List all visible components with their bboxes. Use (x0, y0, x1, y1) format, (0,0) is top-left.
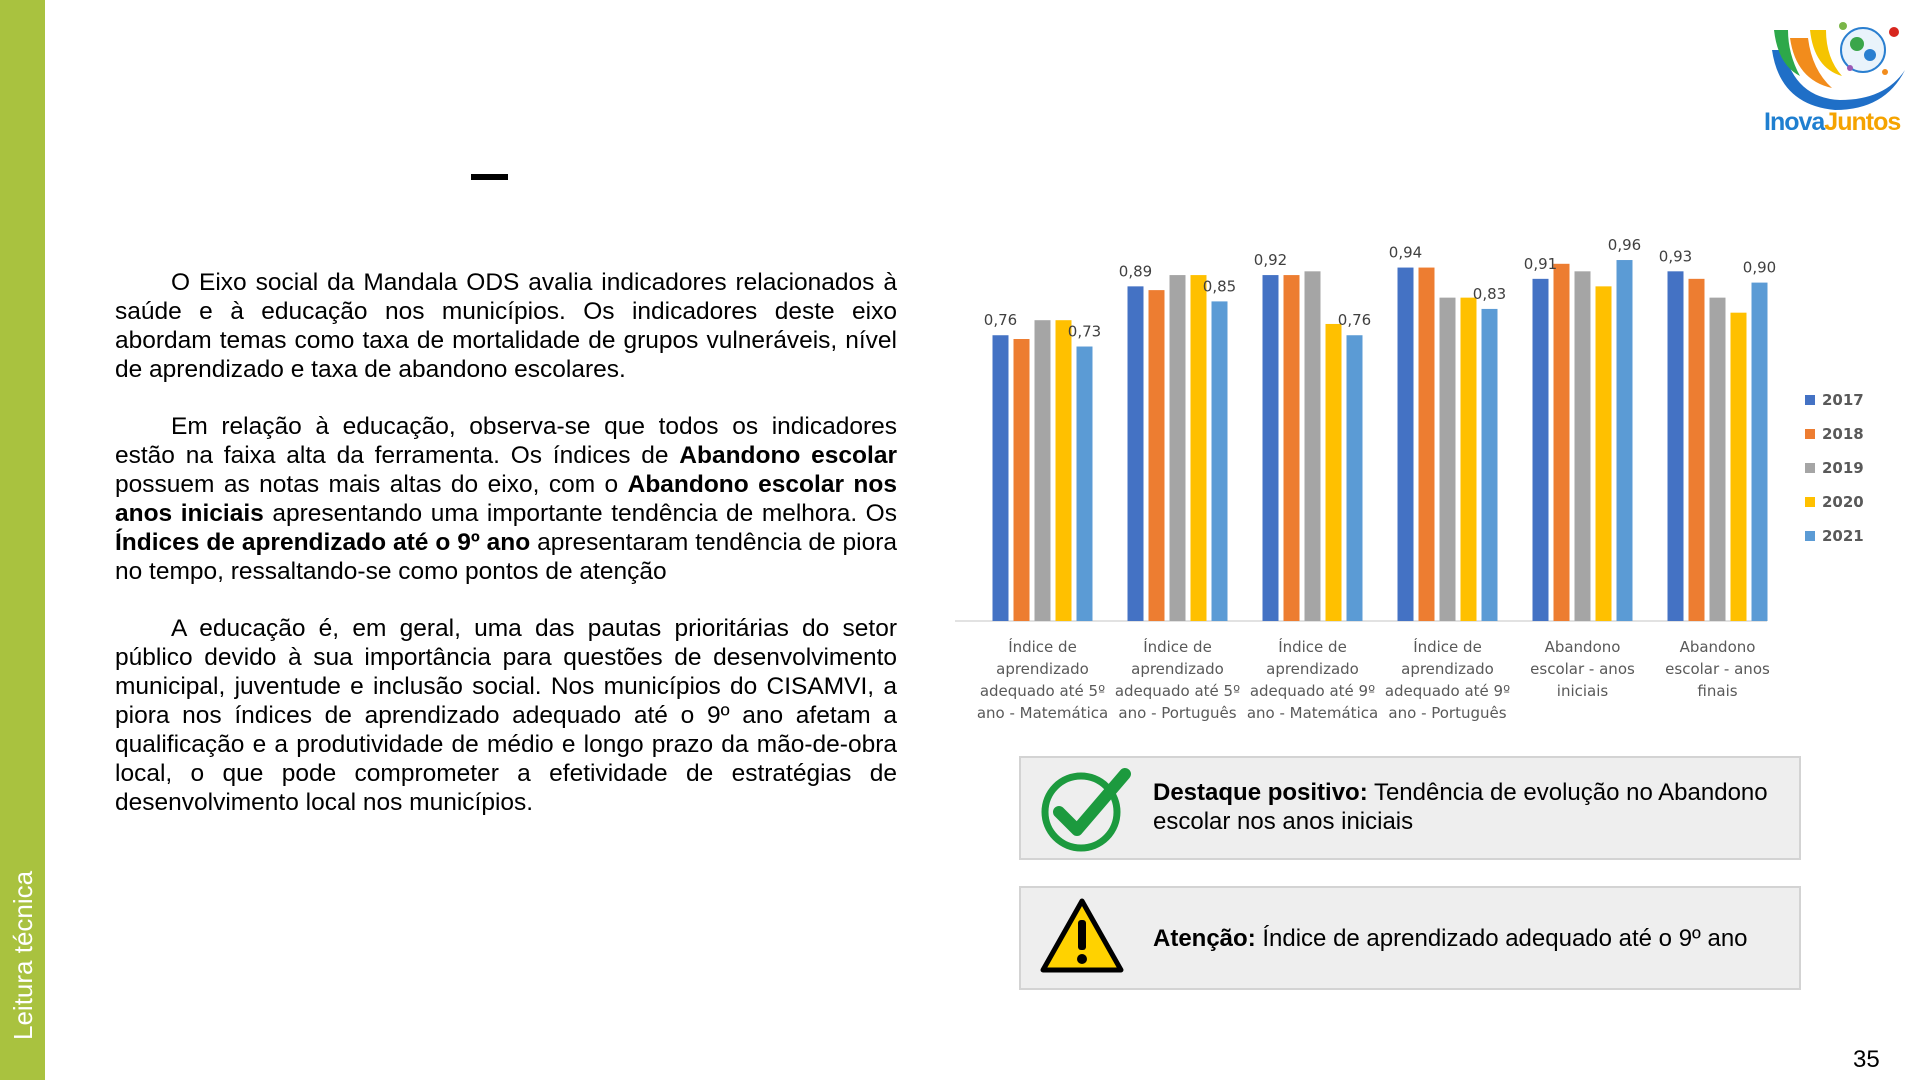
category-label-3-line-2: adequado até 9º (1384, 682, 1511, 700)
data-label-1: 0,73 (1067, 322, 1102, 341)
bar-2017-cat-1 (1128, 286, 1144, 621)
bar-2018-cat-1 (1149, 290, 1165, 621)
category-label-3-line-0: Índice de (1413, 638, 1482, 656)
page-number: 35 (1853, 1046, 1880, 1073)
p2-bold-3: Índices de aprendizado até o 9º ano (115, 529, 531, 556)
attention-text (1153, 924, 1783, 953)
positive-highlight-text (1153, 778, 1783, 836)
check-icon (1039, 766, 1131, 854)
bar-2020-cat-3 (1461, 298, 1477, 621)
bar-2018-cat-2 (1284, 275, 1300, 621)
category-label-1-line-0: Índice de (1143, 638, 1212, 656)
attention-message: Índice de aprendizado adequado até o 9º ano (1255, 925, 1748, 952)
category-label-1-line-1: aprendizado (1131, 660, 1224, 678)
attention-label: Atenção: (1153, 925, 1256, 952)
page-title-dash (471, 174, 508, 180)
p2-text-3: apresentando uma importante tendência de melhora. Os (263, 500, 897, 527)
bar-2021-cat-4 (1617, 260, 1633, 621)
p2-bold-2: Abandono escolar nos anos iniciais (115, 471, 897, 527)
category-label-5-line-2: finais (1697, 682, 1738, 700)
bar-2018-cat-0 (1014, 339, 1030, 621)
bar-2017-cat-3 (1398, 268, 1414, 621)
category-label-5-line-1: escolar - anos (1665, 660, 1770, 678)
bar-2021-cat-1 (1212, 301, 1228, 621)
bar-2021-cat-0 (1077, 347, 1093, 621)
legend-swatch-2021 (1805, 531, 1815, 541)
p2-bold-1: Abandono escolar (679, 442, 897, 469)
positive-highlight-label: Destaque positivo: (1153, 779, 1368, 806)
legend-label-2019: 2019 (1822, 459, 1864, 477)
legend-swatch-2020 (1805, 497, 1815, 507)
section-label: Leitura técnica (8, 870, 38, 1040)
category-label-2-line-0: Índice de (1278, 638, 1347, 656)
category-label-4-line-2: iniciais (1556, 682, 1609, 700)
category-label-0-line-2: adequado até 5º (979, 682, 1106, 700)
data-label-10: 0,93 (1658, 247, 1693, 266)
paragraph-1: O Eixo social da Mandala ODS avalia indicadores relacionados à saúde e à educação nos municípios. Os indicadores deste eixo abordam temas como taxa de mortalidade de grupos vulneráveis, nível de aprendizado e taxa de abandono escolares. (115, 269, 897, 383)
data-label-7: 0,83 (1472, 284, 1507, 303)
data-label-11: 0,90 (1742, 258, 1777, 277)
p2-text-2: possuem as notas mais altas do eixo, com o (115, 471, 628, 498)
legend-label-2020: 2020 (1822, 493, 1864, 511)
bar-2019-cat-5 (1710, 298, 1726, 621)
category-label-1-line-3: ano - Português (1118, 704, 1237, 722)
legend-label-2021: 2021 (1822, 527, 1864, 545)
positive-highlight-box (1019, 756, 1801, 860)
bar-2020-cat-1 (1191, 275, 1207, 621)
category-label-0-line-1: aprendizado (996, 660, 1089, 678)
data-label-0: 0,76 (983, 311, 1018, 330)
bar-2020-cat-0 (1056, 320, 1072, 621)
data-label-6: 0,94 (1388, 243, 1423, 262)
category-label-1-line-2: adequado até 5º (1114, 682, 1241, 700)
category-label-2-line-2: adequado até 9º (1249, 682, 1376, 700)
logo-word-juntos: Juntos (1824, 108, 1901, 136)
p2-text-1: Em relação à educação, observa-se que todos os indicadores estão na faixa alta da ferramenta. Os índices de (115, 413, 897, 469)
logo-word-inova: Inova (1764, 108, 1825, 136)
data-label-2: 0,89 (1118, 262, 1153, 281)
bar-2021-cat-5 (1752, 283, 1768, 621)
bar-2018-cat-4 (1554, 264, 1570, 621)
legend-swatch-2019 (1805, 463, 1815, 473)
data-label-5: 0,76 (1337, 311, 1372, 330)
body-text (115, 268, 897, 845)
p2-text-4: apresentaram tendência de piora no tempo, ressaltando-se como pontos de atenção (115, 529, 897, 585)
legend-label-2018: 2018 (1822, 425, 1864, 443)
paragraph-3: A educação é, em geral, uma das pautas prioritárias do setor público devido à sua importância para questões de desenvolvimento municipal, juventude e inclusão social. Nos municípios do CISAMVI, a piora nos índices de aprendizado adequado até o 9º ano afetam a qualificação e a produtividade de médio e longo prazo da mão-de-obra local, o que pode comprometer a efetividade de estratégias de desenvolvimento local nos municípios. (115, 615, 897, 816)
category-label-4-line-0: Abandono (1544, 638, 1621, 656)
bar-2018-cat-5 (1689, 279, 1705, 621)
bar-2019-cat-0 (1035, 320, 1051, 621)
bar-2019-cat-1 (1170, 275, 1186, 621)
data-label-4: 0,92 (1253, 251, 1288, 270)
category-label-0-line-3: ano - Matemática (976, 704, 1109, 722)
bar-2019-cat-2 (1305, 271, 1321, 621)
bar-2021-cat-3 (1482, 309, 1498, 621)
bar-2017-cat-0 (993, 335, 1009, 621)
category-label-4-line-1: escolar - anos (1530, 660, 1635, 678)
legend-swatch-2017 (1805, 395, 1815, 405)
bar-2020-cat-2 (1326, 324, 1342, 621)
bar-2017-cat-5 (1668, 271, 1684, 621)
bar-2020-cat-4 (1596, 286, 1612, 621)
logo-wordmark (1764, 108, 1900, 137)
attention-box (1019, 886, 1801, 990)
category-label-5-line-0: Abandono (1679, 638, 1756, 656)
bar-2018-cat-3 (1419, 268, 1435, 621)
bar-2017-cat-4 (1533, 279, 1549, 621)
bar-2019-cat-4 (1575, 271, 1591, 621)
bar-2020-cat-5 (1731, 313, 1747, 621)
category-label-3-line-1: aprendizado (1401, 660, 1494, 678)
data-label-3: 0,85 (1202, 277, 1237, 296)
education-bar-chart (955, 215, 1875, 735)
category-label-2-line-1: aprendizado (1266, 660, 1359, 678)
legend-label-2017: 2017 (1822, 391, 1864, 409)
bar-2019-cat-3 (1440, 298, 1456, 621)
bar-2017-cat-2 (1263, 275, 1279, 621)
category-label-2-line-3: ano - Matemática (1246, 704, 1379, 722)
paragraph-2 (115, 412, 897, 586)
legend-swatch-2018 (1805, 429, 1815, 439)
data-label-8: 0,91 (1523, 254, 1558, 273)
positive-highlight-message: Tendência de evolução no Abandono escolar nos anos iniciais (1153, 779, 1768, 835)
data-label-9: 0,96 (1607, 236, 1642, 255)
warning-icon (1039, 896, 1125, 976)
category-label-0-line-0: Índice de (1008, 638, 1077, 656)
bar-2021-cat-2 (1347, 335, 1363, 621)
category-label-3-line-3: ano - Português (1388, 704, 1507, 722)
